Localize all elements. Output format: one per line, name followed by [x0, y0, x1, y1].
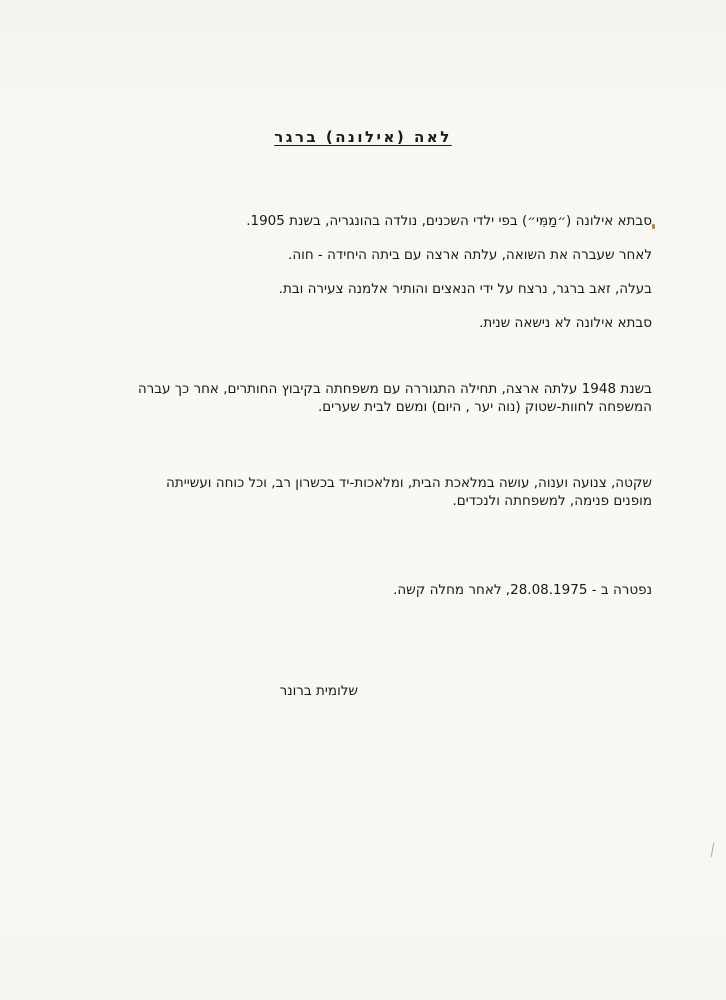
text-line: סבתא אילונה (״מַמִּי״) בפי ילדי השכנים, נולדה בהונגריה, בשנת 1905. [246, 213, 652, 229]
text-line: בעלה, זאב ברגר, נרצח על ידי הנאצים והותיר אלמנה צעירה ובת. [278, 281, 652, 297]
text-line: לאחר שעברה את השואה, עלתה ארצה עם ביתה היחידה - חוה. [288, 247, 652, 263]
text-line: המשפחה לחוות-שטוק (נוה יער , היום) ומשם לבית שערים. [317, 399, 652, 415]
paragraph-character [166, 474, 652, 510]
paragraph-immigration [138, 380, 652, 416]
margin-mark [652, 224, 655, 229]
text-line: נפטרה ב - 28.08.1975, לאחר מחלה קשה. [393, 582, 652, 598]
paragraph-husband [279, 280, 652, 298]
paragraph-holocaust [288, 246, 652, 264]
paragraph-death [393, 581, 652, 599]
document-title: לאה (אילונה) ברגר [274, 128, 452, 146]
text-line: שקטה, צנועה וענוה, עושה במלאכת הבית, ומלאכות-יד בכשרון רב, וכל כוחה ועשייתה [166, 475, 652, 491]
text-line: בשנת 1948 עלתה ארצה, תחילה התגוררה עם משפחתה בקיבוץ החותרים, אחר כך עברה [137, 381, 652, 397]
paragraph-remarriage [479, 314, 652, 332]
signature: שלומית ברונר [279, 683, 358, 699]
text-line: מופנים פנימה, למשפחתה ולנכדים. [452, 493, 652, 509]
paragraph-birth [246, 212, 652, 230]
scan-mark [711, 843, 714, 857]
text-line: סבתא אילונה לא נישאה שנית. [479, 315, 652, 331]
